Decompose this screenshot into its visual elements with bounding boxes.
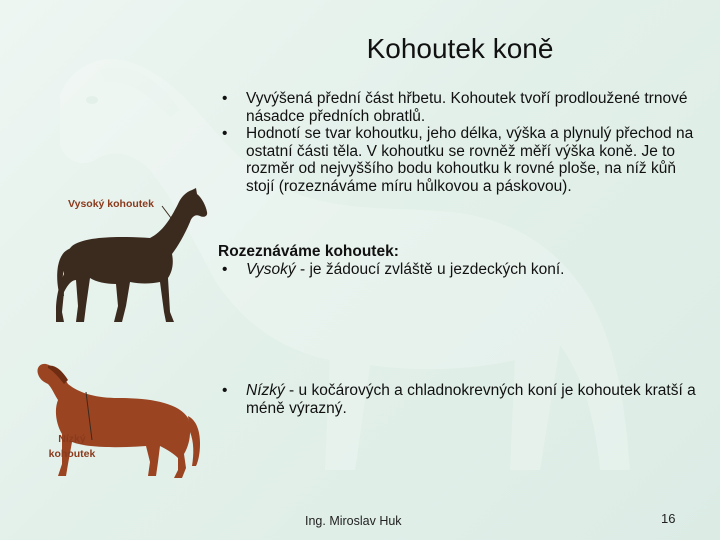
- high-term: Vysoký: [246, 260, 296, 278]
- bullet-dot: •: [222, 125, 228, 142]
- label-low-line-2: kohoutek: [48, 448, 96, 460]
- bullet-text-1: Vyvýšená přední část hřbetu. Kohoutek tvoří prodloužené trnové násadce předních obratlů.: [246, 90, 688, 125]
- label-low-withers: [42, 432, 102, 462]
- label-low-line-1: Nízký: [58, 433, 86, 445]
- label-high-withers: Vysoký kohoutek: [68, 198, 154, 210]
- bullet-dot: •: [222, 260, 228, 278]
- low-desc: - u kočárových a chladnokrevných koní je kohoutek kratší a méně výrazný.: [246, 382, 696, 417]
- chestnut-horse-icon: [28, 354, 208, 484]
- section-high: [218, 243, 708, 278]
- bullet-dot: •: [222, 382, 228, 399]
- low-term: Nízký: [246, 382, 285, 399]
- section-heading: Rozeznáváme kohoutek:: [218, 243, 399, 260]
- high-desc: - je žádoucí zvláště u jezdeckých koní.: [295, 260, 565, 278]
- bullet-item-2: [218, 125, 708, 195]
- bullet-text-2: Hodnotí se tvar kohoutku, jeho délka, výška a plynulý přechod na ostatní části těla. V kohoutku se rovněž měří výška koně. Je to rozměr od nejvyššího bodu kohoutku k rovné ploše, na níž kůň stojí (rozeznáváme míru hůlkovou a páskovou).: [246, 125, 694, 195]
- slide-title: Kohoutek koně: [366, 33, 554, 64]
- bullet-item-1: [218, 90, 708, 125]
- bullet-item-low: [218, 382, 708, 417]
- page-number: 16: [661, 511, 676, 526]
- section-low: [218, 382, 708, 417]
- bullet-dot: •: [222, 90, 228, 107]
- footer-author: Ing. Miroslav Huk: [305, 514, 402, 528]
- intro-bullets: [218, 90, 708, 195]
- bullet-item-high: [218, 261, 708, 279]
